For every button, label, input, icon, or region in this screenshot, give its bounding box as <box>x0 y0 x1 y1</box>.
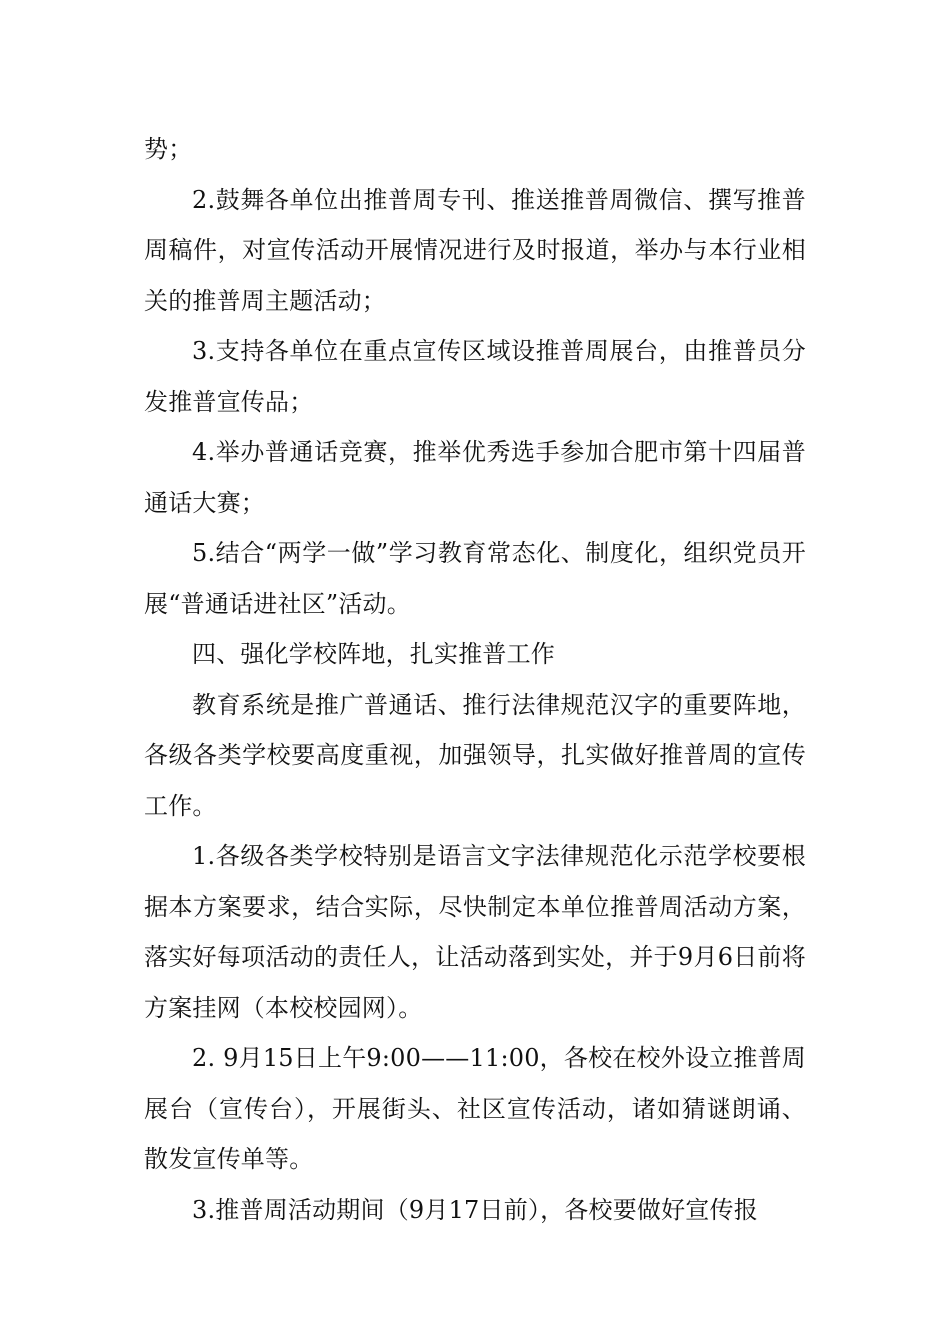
paragraph: 5.结合“两学一做”学习教育常态化、制度化，组织党员开展“普通话进社区”活动。 <box>144 539 806 618</box>
paragraph: 1.各级各类学校特别是语言文字法律规范化示范学校要根据本方案要求，结合实际，尽快制定本单位推普周活动方案，落实好每项活动的责任人，让活动落到实处，并于9月6日前将方案挂网（本校校园网）。 <box>144 842 806 1022</box>
paragraph: 3.支持各单位在重点宣传区域设推普周展台，由推普员分发推普宣传品； <box>144 337 806 416</box>
paragraph: 2.鼓舞各单位出推普周专刊、推送推普周微信、撰写推普周稿件，对宣传活动开展情况进行及时报道，举办与本行业相关的推普周主题活动； <box>144 185 806 315</box>
paragraph: 2. 9月15日上午9:00——11:00，各校在校外设立推普周展台（宣传台），开展街头、社区宣传活动，诸如猜谜朗诵、散发宣传单等。 <box>144 1044 806 1173</box>
paragraph: 3.推普周活动期间（9月17日前），各校要做好宣传报 <box>192 1195 758 1224</box>
paragraph: 势； <box>144 135 193 163</box>
paragraph: 4.举办普通话竞赛，推举优秀选手参加合肥市第十四届普通话大赛； <box>144 438 806 517</box>
paragraph: 教育系统是推广普通话、推行法律规范汉字的重要阵地，各级各类学校要高度重视，加强领导，扎实做好推普周的宣传工作。 <box>144 690 806 820</box>
document-body <box>144 124 806 1235</box>
section-heading: 四、强化学校阵地，扎实推普工作 <box>192 640 555 668</box>
